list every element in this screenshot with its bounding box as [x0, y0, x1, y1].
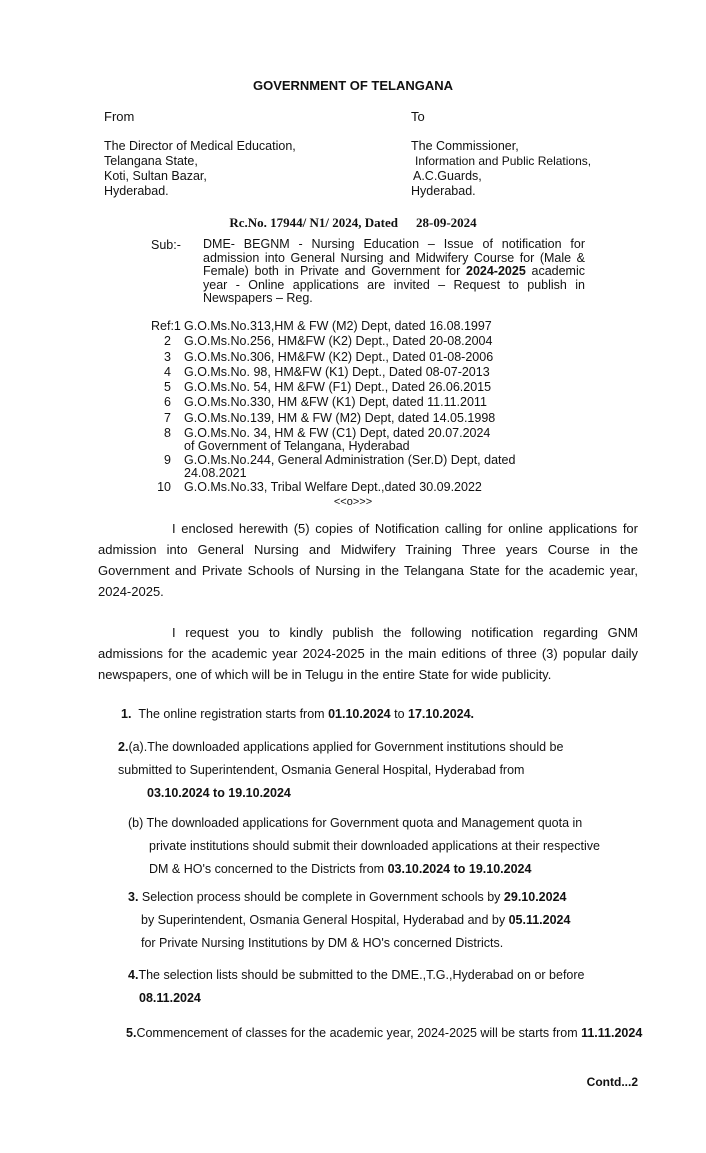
- reference-item-number: 5: [164, 380, 171, 395]
- reference-date: 28-09-2024: [415, 215, 477, 230]
- reference-item: [140, 350, 560, 365]
- reference-item-number: 8: [164, 426, 171, 441]
- to-address: [411, 139, 651, 199]
- reference-item-number: 7: [164, 410, 171, 425]
- reference-item-text: G.O.Ms.No. 98, HM&FW (K1) Dept., Dated 08-07-2013: [184, 364, 490, 379]
- reference-item: [140, 426, 560, 453]
- private-submission-dates: 03.10.2024 to 19.10.2024: [387, 862, 532, 876]
- reference-item-text: G.O.Ms.No.256, HM&FW (K2) Dept., Dated 20-08.2004: [184, 334, 493, 349]
- to-address-line: Hyderabad.: [411, 184, 476, 198]
- selection-lists-date: 08.11.2024: [139, 991, 201, 1005]
- reference-item-text: G.O.Ms.No.139, HM & FW (M2) Dept, dated 14.05.1998: [184, 410, 496, 425]
- reference-item: [140, 480, 560, 495]
- list-item-number: 4.: [128, 968, 139, 982]
- subject-year: 2024-2025: [466, 264, 526, 279]
- reference-item: [140, 453, 560, 480]
- reference-item-text: G.O.Ms.No. 34, HM & FW (C1) Dept, dated 20.07.2024 of Government of Telangana, Hyderabad: [184, 426, 491, 454]
- reference-item-number: 4: [164, 364, 171, 379]
- to-address-line: The Commissioner,: [411, 139, 519, 153]
- reference-item-text: G.O.Ms.No.313,HM & FW (M2) Dept, dated 16.08.1997: [184, 319, 492, 333]
- from-address-line: Telangana State,: [104, 154, 198, 168]
- government-submission-dates: 03.10.2024 to 19.10.2024: [147, 786, 291, 800]
- reference-item-number: 9: [164, 453, 171, 468]
- selection-government-date: 29.10.2024: [503, 890, 567, 904]
- subject-text: [203, 238, 585, 306]
- list-item-commencement: [126, 1022, 666, 1045]
- list-item-private-applications: [128, 812, 618, 881]
- reference-item: [140, 380, 560, 395]
- reference-item-text: G.O.Ms.No. 54, HM &FW (F1) Dept., Dated 26.06.2015: [184, 380, 492, 395]
- from-label: From: [104, 109, 135, 124]
- list-item-number: 3.: [128, 890, 139, 904]
- subject-text-part: academic year - Online applications are invited – Request to publish in Newspapers – Reg.: [203, 264, 585, 306]
- from-address-line: Hyderabad.: [104, 184, 169, 198]
- list-item-text: for Private Nursing Institutions by DM & HO's concerned Districts.: [141, 936, 504, 950]
- from-address-line: Koti, Sultan Bazar,: [104, 169, 207, 183]
- from-address: [104, 139, 364, 199]
- reference-number: Rc.No. 17944/ N1/ 2024, Dated: [229, 215, 398, 230]
- list-item-text: Selection process should be complete in Government schools by: [138, 890, 504, 904]
- subject-text-part: DME- BEGNM - Nursing Education – Issue of notification for admission into General Nursing and Midwifery Course for (Male & Female) both in Private and Government for: [203, 237, 585, 279]
- list-item-number: 1.: [121, 707, 132, 721]
- document-title: GOVERNMENT OF TELANGANA: [252, 78, 454, 93]
- to-address-line: Information and Public Relations,: [415, 154, 592, 168]
- reference-item-text: G.O.Ms.No.244, General Administration (Ser.D) Dept, dated 24.08.2021: [184, 453, 516, 481]
- selection-private-date: 05.11.2024: [508, 913, 571, 927]
- to-address-line: A.C.Guards,: [413, 169, 482, 183]
- paragraph-request-text: I request you to kindly publish the following notification regarding GNM admissions for the academic year 2024-2025 in the main editions of three (3) popular daily newspapers, one of which will be in Telugu in the entire State for wide publicity.: [98, 625, 638, 682]
- reference-item-number: 3: [164, 349, 171, 364]
- reference-item-text: G.O.Ms.No.306, HM&FW (K2) Dept., Dated 01-08-2006: [184, 349, 494, 364]
- reference-item: [140, 395, 560, 410]
- reference-item-text: G.O.Ms.No.33, Tribal Welfare Dept.,dated 30.09.2022: [184, 480, 482, 495]
- reference-item-number: 2: [164, 334, 171, 349]
- list-item-text: Commencement of classes for the academic year, 2024-2025 will be starts from: [136, 1026, 582, 1040]
- reference-line: [0, 215, 706, 231]
- commencement-date: 11.11.2024: [581, 1026, 643, 1040]
- list-item-text: by Superintendent, Osmania General Hospital, Hyderabad and by: [141, 913, 509, 927]
- reference-list: [140, 319, 560, 495]
- reference-item: [140, 411, 560, 426]
- reference-item-text: G.O.Ms.No.330, HM &FW (K1) Dept, dated 11.11.2011: [184, 395, 487, 410]
- list-item-text: The selection lists should be submitted to the DME.,T.G.,Hyderabad on or before: [138, 968, 585, 982]
- list-item-selection-process: [128, 886, 608, 955]
- subject-label: Sub:-: [151, 238, 181, 252]
- reference-item-number: 10: [157, 480, 171, 495]
- list-item-text: to: [390, 707, 408, 721]
- list-item-number: 5.: [126, 1026, 137, 1040]
- list-item-text: (a).The downloaded applications applied for Government institutions should be submitted to Superintendent, Osmania General Hospital, Hyderabad from: [118, 740, 564, 777]
- to-label: To: [411, 109, 425, 124]
- list-item-registration: [121, 703, 641, 726]
- reference-item-number: 6: [164, 395, 171, 410]
- registration-start-date: 01.10.2024: [328, 707, 391, 721]
- from-address-line: The Director of Medical Education,: [104, 139, 296, 153]
- registration-end-date: 17.10.2024.: [408, 707, 475, 721]
- list-item-text: (b) The downloaded applications for Government quota and Management quota in private institutions should submit their downloaded applications at their respective DM & HO's concerned to the Districts from: [128, 816, 600, 876]
- section-divider: <<o>>>: [333, 496, 373, 508]
- reference-item-number: Ref:1: [151, 319, 181, 333]
- paragraph-request: [98, 622, 638, 685]
- list-item-government-applications: [118, 736, 598, 805]
- reference-item: [140, 334, 560, 349]
- continued-marker: Contd...2: [586, 1075, 638, 1089]
- paragraph-enclosure: [98, 518, 638, 602]
- reference-item: [140, 319, 560, 334]
- list-item-number: 2.: [118, 740, 129, 754]
- paragraph-enclosure-text: I enclosed herewith (5) copies of Notification calling for online applications for admission into General Nursing and Midwifery Training Three years Course in the Government and Private Schools of Nursing in the Telangana State for the academic year, 2024-2025.: [98, 521, 638, 599]
- list-item-text: The online registration starts from: [138, 707, 329, 721]
- reference-item: [140, 365, 560, 380]
- list-item-selection-lists: [128, 964, 608, 1010]
